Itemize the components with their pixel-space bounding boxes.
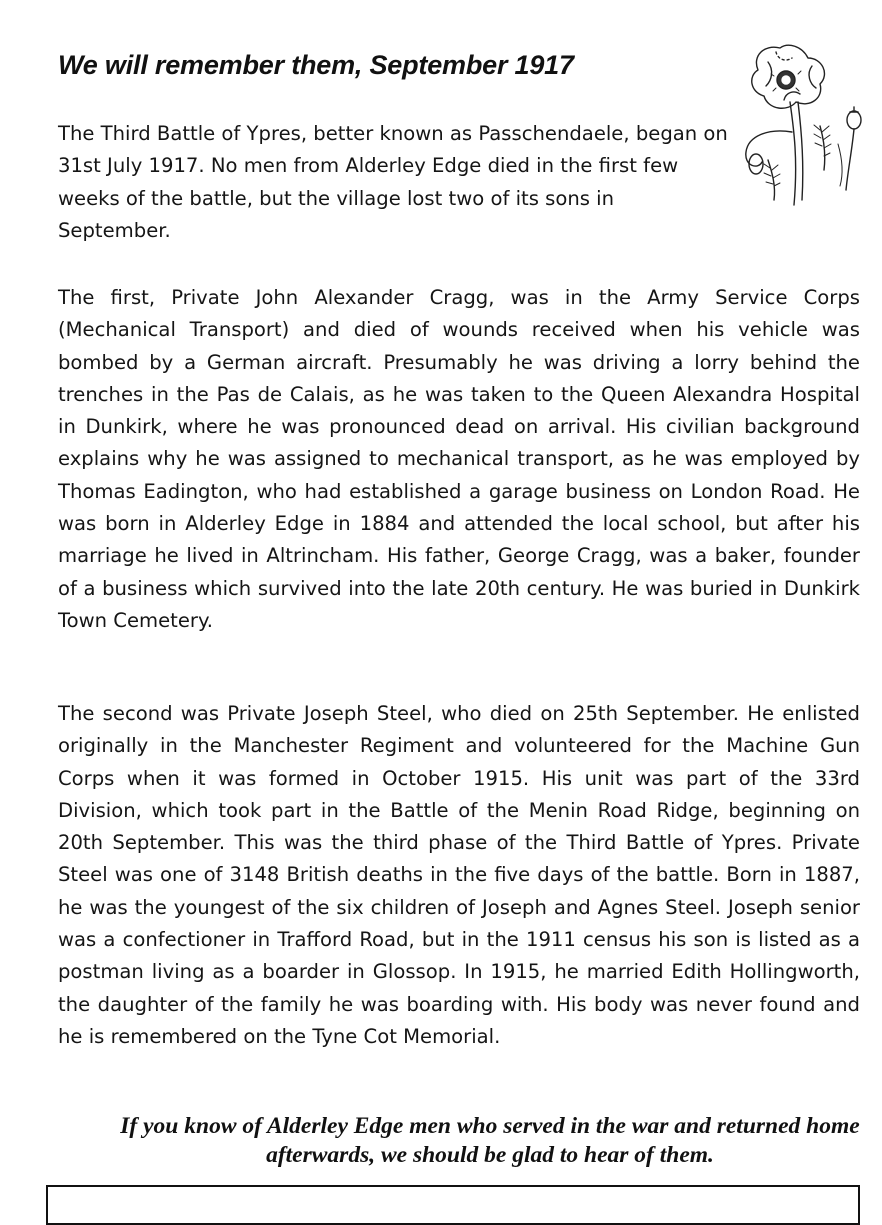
poppy-sketch-icon <box>728 40 878 210</box>
steel-paragraph: The second was Private Joseph Steel, who died on 25th September. He enlisted originally in the Manchester Regiment and volunteered for the Machine Gun Corps when it was formed in October 1915. His unit was part of the 33rd Division, which took part in the Battle of the Menin Road Ridge, beginning on 20th September. This was the third phase of the Third Battle of Ypres. Private Steel was one of 3148 British deaths in the five days of the battle. Born in 1887, he was the youngest of the six children of Joseph and Agnes Steel. Joseph senior was a confectioner in Trafford Road, but in the 1911 census his son is listed as a postman living as a boarder in Glossop. In 1915, he married Edith Hollingworth, the daughter of the family he was boarding with. His body was never found and he is remembered on the Tyne Cot Memorial. <box>58 702 860 1048</box>
bottom-border-box <box>46 1185 860 1225</box>
closing-appeal: If you know of Alderley Edge men who served in the war and returned home afterwards, we should be glad to hear of them. <box>120 1113 860 1168</box>
cragg-paragraph: The first, Private John Alexander Cragg, was in the Army Service Corps (Mechanical Transport) and died of wounds received when his vehicle was bombed by a German aircraft. Presumably he was driving a lorry behind the trenches in the Pas de Calais, as he was taken to the Queen Alexandra Hospital in Dunkirk, where he was pronounced dead on arrival. His civilian background explains why he was assigned to mechanical transport, as he was employed by Thomas Eadington, who had established a garage business on London Road. He was born in Alderley Edge in 1884 and attended the local school, but after his marriage he lived in Altrincham. His father, George Cragg, was a baker, founder of a business which survived into the late 20th century. He was buried in Dunkirk Town Cemetery. <box>58 286 860 632</box>
page-title: We will remember them, September 1917 <box>58 50 574 80</box>
intro-paragraph: The Third Battle of Ypres, better known as Passchendaele, began on 31st July 1917. No men from Alderley Edge died in the first few weeks of the battle, but the village lost two of its sons in September. <box>58 122 728 242</box>
